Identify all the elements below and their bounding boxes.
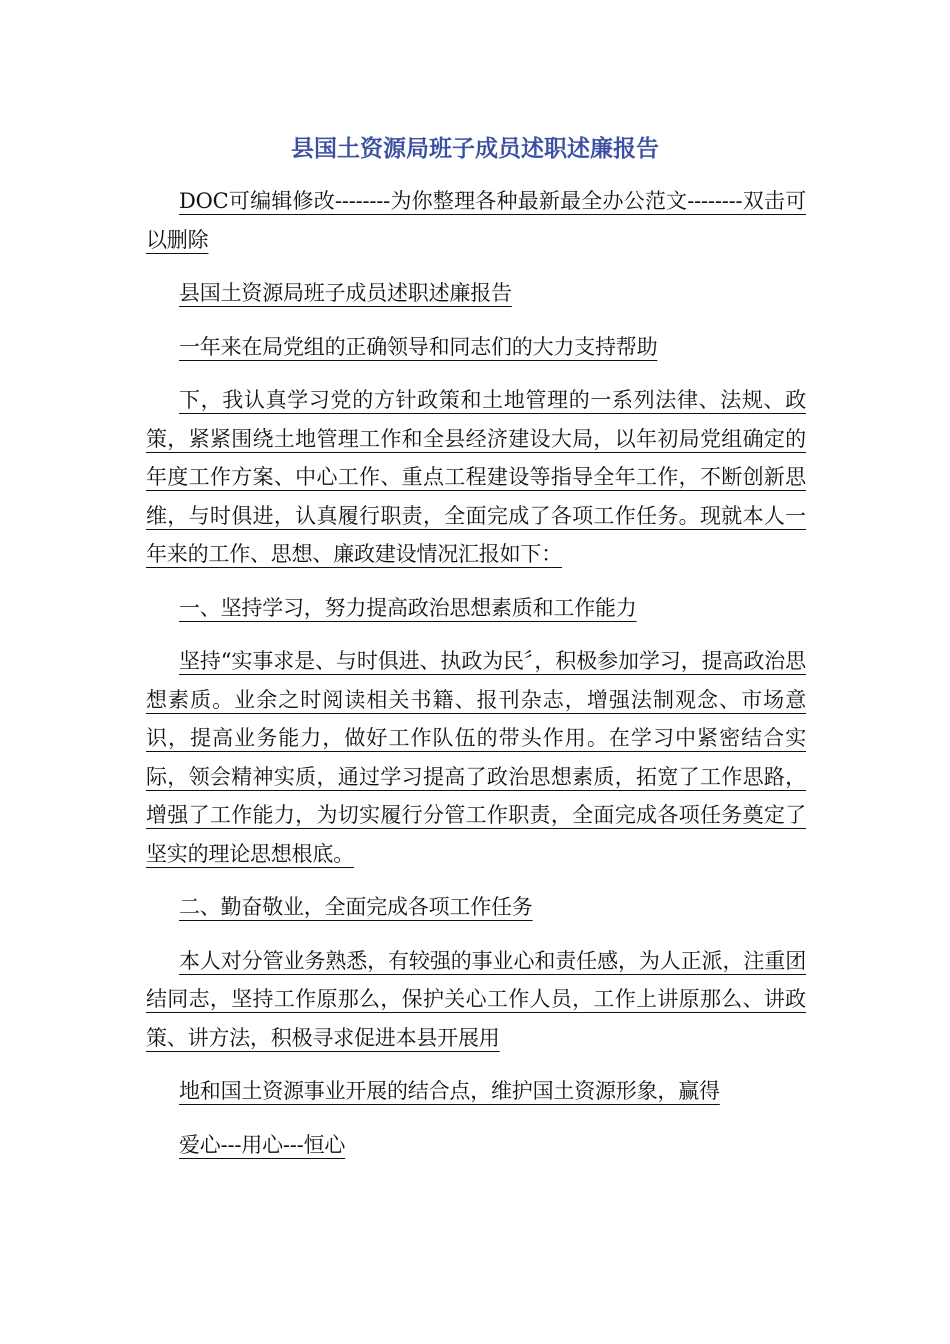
document-title: 县国土资源局班子成员述职述廉报告 xyxy=(291,136,659,162)
section-heading-work: 二、勤奋敬业，全面完成各项工作任务 xyxy=(179,895,533,919)
header-note-paragraph: DOC可编辑修改--------为你整理各种最新最全办公范文--------双击可以删除 xyxy=(146,189,806,252)
continuation-paragraph: 地和国土资源事业开展的结合点，维护国土资源形象，赢得 xyxy=(179,1079,720,1103)
document-body xyxy=(146,182,806,1179)
report-title-paragraph: 县国土资源局班子成员述职述廉报告 xyxy=(179,281,512,305)
footer-motto: 爱心---用心---恒心 xyxy=(179,1132,346,1157)
study-paragraph: 坚持“实事求是、与时俱进、执政为民〞，积极参加学习，提高政治思想素质。业余之时阅读相关书籍、报刊杂志，增强法制观念、市场意识，提高业务能力，做好工作队伍的带头作用。在学习中紧密结合实际，领会精神实质，通过学习提高了政治思想素质，拓宽了工作思路，增强了工作能力，为切实履行分管工作职责，全面完成各项任务奠定了坚实的理论思想根底。 xyxy=(146,649,806,866)
intro-paragraph: 一年来在局党组的正确领导和同志们的大力支持帮助 xyxy=(179,334,658,359)
work-paragraph: 本人对分管业务熟悉，有较强的事业心和责任感，为人正派，注重团结同志，坚持工作原那么，保护关心工作人员，工作上讲原那么、讲政策、讲方法，积极寻求促进本县开展用 xyxy=(146,948,806,1050)
section-heading-study: 一、坚持学习，努力提高政治思想素质和工作能力 xyxy=(179,595,637,620)
summary-paragraph: 下，我认真学习党的方针政策和土地管理的一系列法律、法规、政策，紧紧围绕土地管理工作和全县经济建设大局，以年初局党组确定的年度工作方案、中心工作、重点工程建设等指导全年工作，不断创新思维，与时俱进，认真履行职责，全面完成了各项工作任务。现就本人一年来的工作、思想、廉政建设情况汇报如下： xyxy=(146,388,806,566)
